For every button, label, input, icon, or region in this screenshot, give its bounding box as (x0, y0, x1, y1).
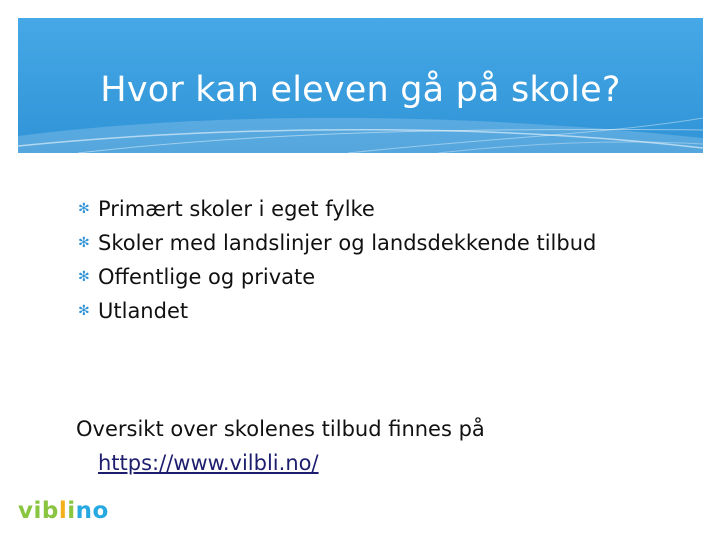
vilbli-logo: viblino (18, 498, 109, 524)
bullet-text: Primært skoler i eget fylke (98, 197, 375, 221)
note-text: Oversikt over skolenes tilbud finnes på (76, 417, 485, 441)
list-item (78, 192, 638, 226)
asterisk-bullet-icon: ✻ (78, 235, 90, 251)
bullet-text: Skoler med landslinjer og landsdekkende tilbud (98, 231, 597, 255)
asterisk-bullet-icon: ✻ (78, 303, 90, 319)
slide-title: Hvor kan eleven gå på skole? (100, 70, 621, 110)
list-item (78, 294, 638, 328)
bullet-text: Offentlige og private (98, 265, 316, 289)
vilbli-link[interactable]: https://www.vilbli.no/ (98, 451, 319, 475)
bullet-list (78, 192, 638, 328)
title-banner (18, 18, 703, 153)
asterisk-bullet-icon: ✻ (78, 269, 90, 285)
asterisk-bullet-icon: ✻ (78, 201, 90, 217)
overview-note (76, 412, 636, 480)
bullet-text: Utlandet (98, 299, 189, 323)
list-item (78, 226, 638, 260)
list-item (78, 260, 638, 294)
